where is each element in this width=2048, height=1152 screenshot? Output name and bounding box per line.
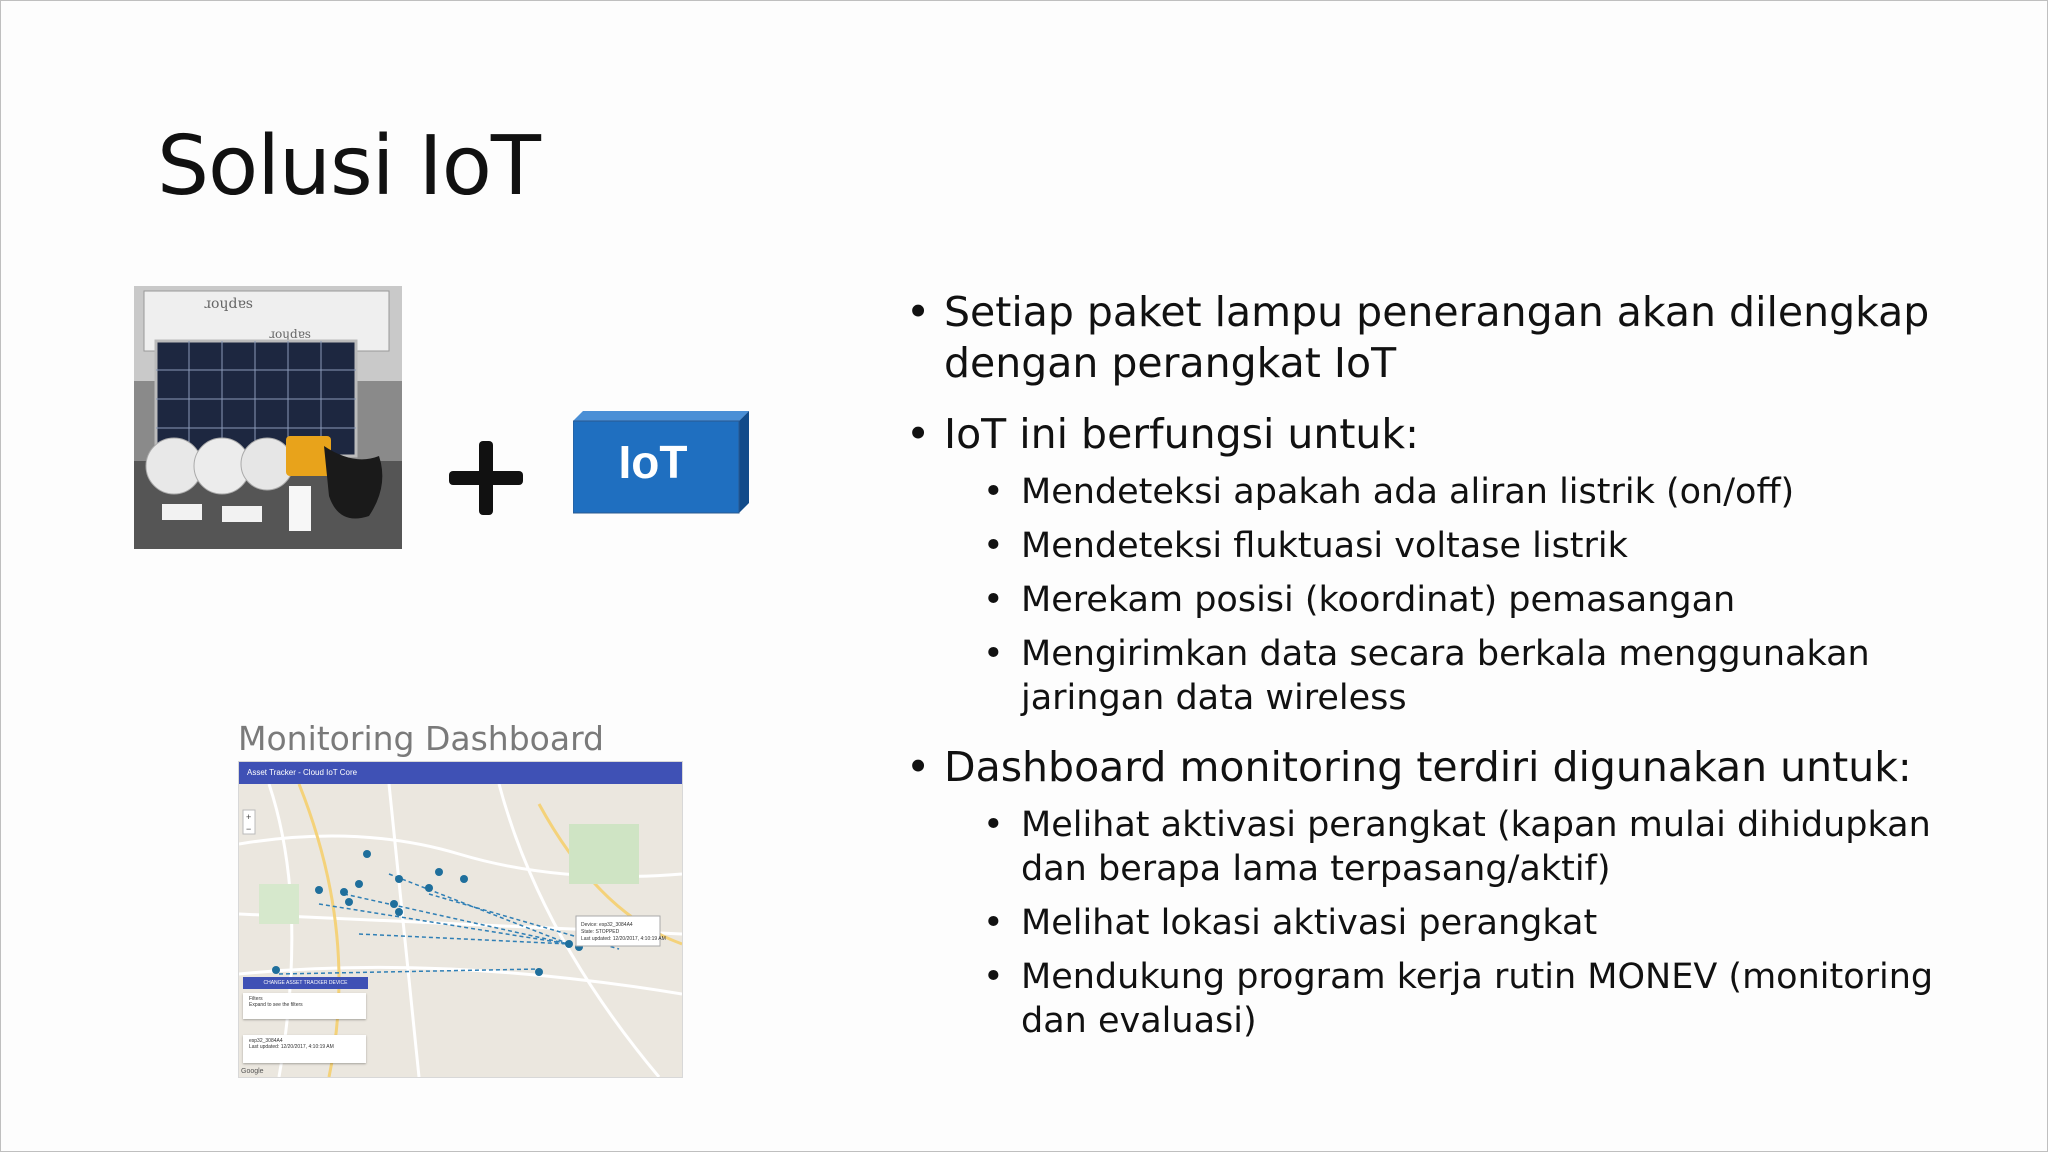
bullet-text: Setiap paket lampu penerangan akan dilengkap dengan perangkat IoT [944, 288, 1930, 387]
bullet-text: Dashboard monitoring terdiri digunakan untuk: [944, 743, 1912, 791]
filters-hint: Expand to see the filters [249, 1002, 303, 1008]
dashboard-screenshot [238, 761, 683, 1078]
sub-bullet-item [983, 901, 2006, 945]
sub-bullet-text: Melihat aktivasi perangkat (kapan mulai dihidupkan dan berapa lama terpasang/aktif) [1021, 805, 1931, 889]
sub-bullet-item [983, 524, 2006, 568]
sub-bullet-text: Mendeteksi fluktuasi voltase listrik [1021, 526, 1628, 566]
sub-bullet-text: Merekam posisi (koordinat) pemasangan [1021, 580, 1736, 620]
svg-text:Last updated: 12/20/2017, 4:10: Last updated: 12/20/2017, 4:10:19 AM [581, 936, 666, 942]
iot-box-label: IoT [618, 436, 688, 488]
sub-bullet-item [983, 632, 2006, 720]
slide-title: Solusi IoT [157, 119, 540, 214]
sub-bullet-item [983, 470, 2006, 514]
sub-bullet-item [983, 955, 2006, 1043]
dashboard-app-bar: Asset Tracker - Cloud IoT Core [239, 762, 682, 784]
filters-card[interactable] [243, 993, 366, 1019]
svg-text:−: − [246, 824, 252, 834]
solar-lamp-kit-photo [134, 286, 402, 549]
filters-label: Filters [249, 996, 263, 1002]
sub-bullet-text: Melihat lokasi aktivasi perangkat [1021, 903, 1598, 943]
bullet-list [906, 287, 2006, 1043]
dashboard-side-panel [243, 977, 603, 1072]
sub-bullet-text: Mendeteksi apakah ada aliran listrik (on/off) [1021, 472, 1795, 512]
svg-text:ɹoɥdɐs: ɹoɥdɐs [204, 296, 253, 312]
change-device-button[interactable]: CHANGE ASSET TRACKER DEVICE [243, 977, 368, 989]
svg-text:State: STOPPED: State: STOPPED [581, 929, 620, 935]
svg-text:Device: esp32_3084A4: Device: esp32_3084A4 [581, 922, 633, 928]
svg-text:ɹoɥdɐs: ɹoɥdɐs [269, 327, 311, 341]
sub-bullet-item [983, 803, 2006, 891]
device-name: esp32_3084A4 [249, 1038, 283, 1044]
plus-icon [449, 441, 523, 515]
dashboard-caption: Monitoring Dashboard [238, 719, 604, 758]
sub-bullet-text: Mendukung program kerja rutin MONEV (monitoring dan evaluasi) [1021, 957, 1934, 1041]
sub-bullet-text: Mengirimkan data secara berkala menggunakan jaringan data wireless [1021, 634, 1870, 718]
iot-box-graphic [573, 411, 753, 517]
device-updated: Last updated: 12/20/2017, 4:10:19 AM [249, 1044, 334, 1050]
sub-bullet-item [983, 578, 2006, 622]
bullet-item [906, 287, 2006, 389]
device-card[interactable] [243, 1035, 366, 1063]
bullet-item [906, 409, 2006, 460]
svg-text:+: + [246, 812, 252, 822]
bullet-text: IoT ini berfungsi untuk: [944, 410, 1419, 458]
bullet-item [906, 742, 2006, 793]
google-logo: Google [241, 1068, 264, 1075]
